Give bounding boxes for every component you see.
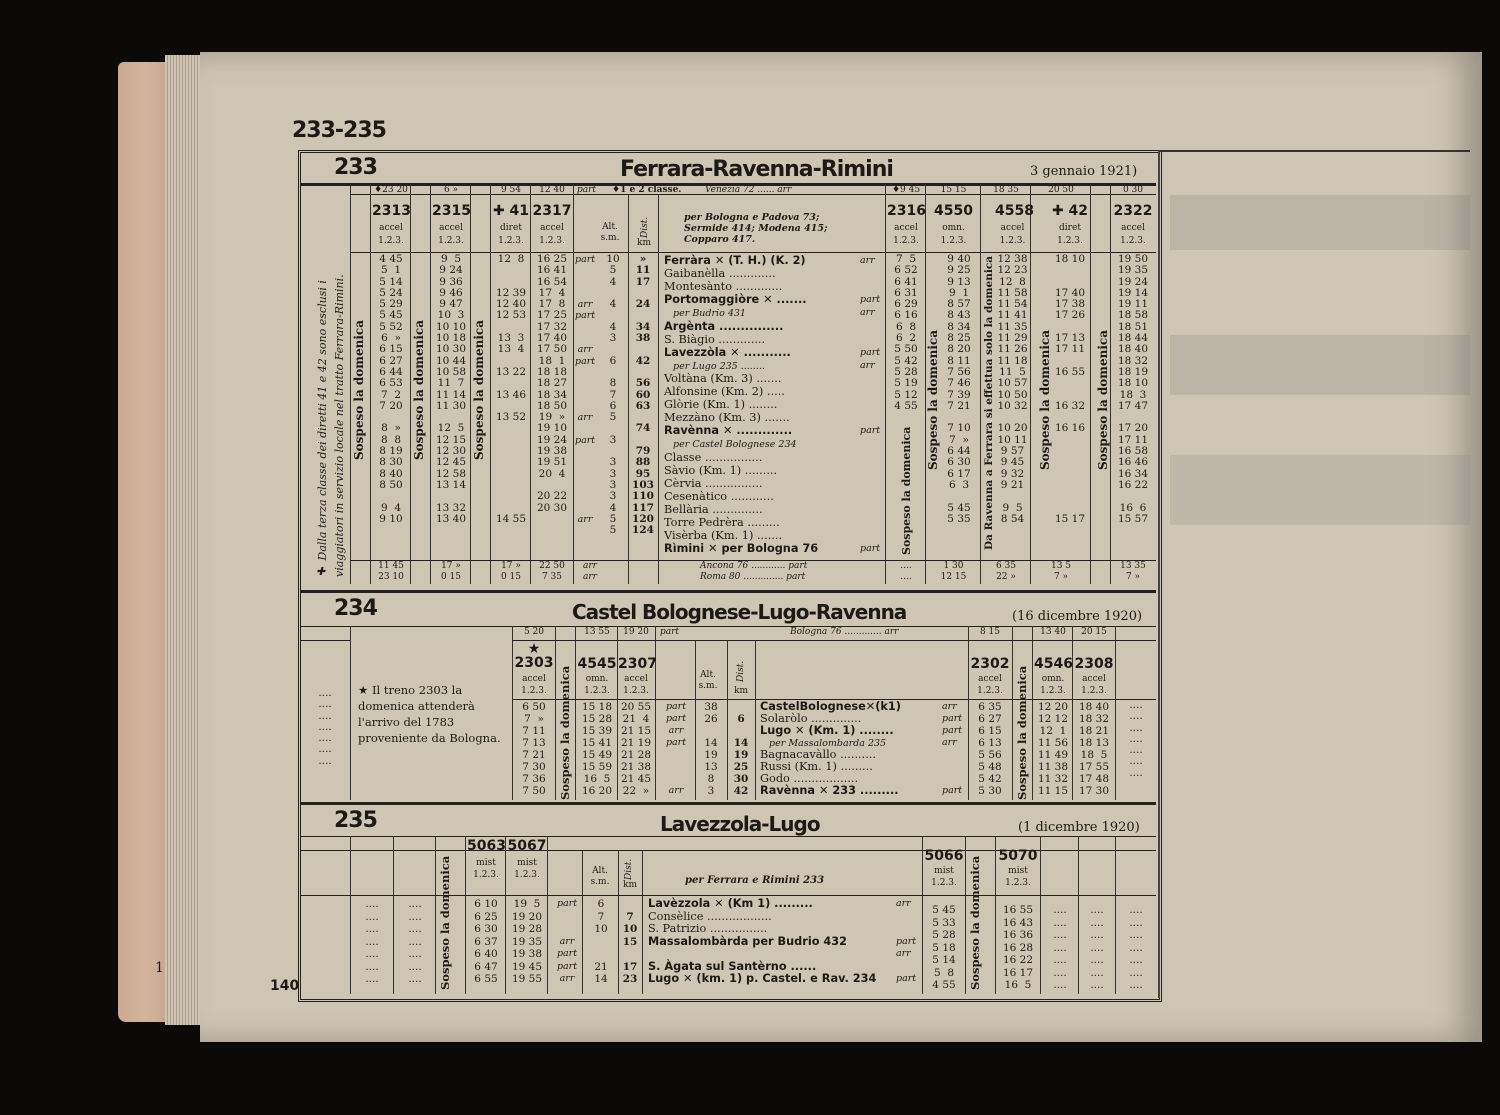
t235-station-name: Lavèzzola ✕ (Km 1) ......... bbox=[648, 897, 813, 910]
t234-train-2307: 2307 bbox=[618, 656, 657, 672]
t233-station-row bbox=[664, 346, 791, 359]
t233-foot-ancona: Ancona 76 ............ part bbox=[700, 561, 808, 571]
t234-train-4546: 4546 bbox=[1034, 656, 1073, 672]
t235-dots-5: .... .... .... .... .... .... .... bbox=[1129, 904, 1143, 991]
t233-station-name: Lavezzòla ✕ ........... bbox=[664, 345, 791, 359]
t235-title: Lavezzola-Lugo bbox=[660, 812, 820, 836]
t235-alt-label: Alt. s.m. bbox=[590, 866, 610, 888]
t235-kind-2: mist bbox=[517, 858, 537, 868]
t234-station-name: Russi (Km. 1) ......... bbox=[760, 760, 873, 773]
t233-station-name: Portomaggiòre ✕ ....... bbox=[664, 293, 807, 307]
t233-times-2317: 16 25 16 41 16 54 17 4 17 8 17 25 17 32 17 40 17 50 18 1 18 18 18 27 18 34 18 50 19 » 19 10 19 24 19 38 19 51 20 4 20 22 20 30 bbox=[536, 253, 568, 514]
t233r-bottom2-5: 7 » bbox=[1125, 572, 1141, 582]
t233r-sospeso-3: Sospeso la domenica bbox=[1038, 330, 1052, 470]
t233-kind-4: accel bbox=[540, 223, 564, 233]
t235-station-row bbox=[648, 936, 847, 949]
t233-bottom1-2: 17 » bbox=[441, 561, 461, 571]
blank-right-column bbox=[1158, 150, 1470, 998]
t235-train-5070: 5070 bbox=[998, 848, 1038, 864]
t233r-bottom1-5: 13 35 bbox=[1120, 561, 1146, 571]
t233-station-name: Argènta ............... bbox=[664, 319, 784, 333]
t233-station-name: Classe ................ bbox=[664, 450, 763, 464]
t233-station-row bbox=[664, 411, 790, 424]
t234r-kind-3: accel bbox=[1082, 674, 1106, 684]
t233-station-name: Rìmini ✕ per Bologna 76 bbox=[664, 542, 819, 556]
t234-sospeso-right: Sospeso la domenica bbox=[1015, 665, 1029, 800]
t233r-class-3: 1.2.3. bbox=[999, 236, 1026, 246]
t233-train-41: ✚ 41 bbox=[492, 203, 530, 219]
t233-station-row bbox=[664, 464, 777, 477]
t235-train-5063: 5063 bbox=[467, 838, 506, 854]
t235-class-2: 1.2.3. bbox=[514, 870, 540, 880]
t235-class-1: 1.2.3. bbox=[473, 870, 499, 880]
t233-arr-dep-label: arr bbox=[860, 359, 875, 371]
t233-title: Ferrara-Ravenna-Rimini bbox=[620, 157, 893, 182]
t233-top-3: 9 54 bbox=[500, 185, 522, 195]
t234-station-name: Solaròlo .............. bbox=[760, 712, 862, 725]
t234-times-2303: 6 50 7 » 7 11 7 13 7 21 7 30 7 36 7 50 bbox=[522, 701, 546, 797]
t233-station-row bbox=[664, 477, 763, 490]
t233-station-name: Montesànto ............. bbox=[664, 280, 783, 294]
t234-dots-right: .... .... .... .... .... .... .... bbox=[1129, 699, 1143, 779]
t233-train-4550: 4550 bbox=[934, 203, 973, 219]
t233-kind-3: diret bbox=[500, 223, 522, 233]
t233-dist-label: Dist. bbox=[640, 216, 650, 238]
t235-km-label: km bbox=[623, 880, 637, 890]
t234-station-name: CastelBolognese✕(k1) bbox=[760, 700, 901, 713]
t233-station-row bbox=[664, 503, 763, 516]
t233-head-venezia: Venezia 72 ...... arr bbox=[705, 185, 792, 195]
t233r-kind-1: accel bbox=[894, 223, 918, 233]
t233-foot-arr: arr arr bbox=[583, 561, 597, 583]
t235-times-5066: 5 45 5 33 5 28 5 18 5 14 5 8 4 55 bbox=[932, 904, 956, 991]
t235-dist-label: Dist. bbox=[624, 858, 634, 880]
t234r-kind-1: accel bbox=[978, 674, 1002, 684]
t233r-bottom2-2: 12 15 bbox=[940, 572, 967, 582]
t234-train-2303: ★ 2303 bbox=[514, 641, 554, 671]
t234-class-3: 1.2.3. bbox=[623, 686, 649, 696]
t233-sospeso-3: Sospeso la domenica bbox=[472, 320, 486, 460]
t234r-class-2: 1.2.3. bbox=[1040, 686, 1066, 696]
t235-arr-dep-label: part bbox=[896, 935, 917, 947]
t233-arr-dep-label: part bbox=[860, 425, 881, 437]
t234r-top-2: 13 40 bbox=[1040, 627, 1066, 637]
t233-arr-dep-label: part bbox=[860, 346, 881, 358]
t233-times-42: 18 10 17 40 17 38 17 26 17 13 17 11 16 55 16 32 16 16 15 17 bbox=[1054, 253, 1086, 525]
t233-station-row bbox=[664, 542, 818, 555]
t234-arr-dep-label: arr bbox=[942, 701, 957, 712]
t233r-bottom1-4: 13 5 bbox=[1050, 561, 1072, 571]
t234-times-4546: 12 20 12 12 12 1 11 56 11 49 11 38 11 32 11 15 bbox=[1037, 701, 1069, 797]
t234-station-row bbox=[760, 785, 899, 797]
t234-class-2: 1.2.3. bbox=[584, 686, 610, 696]
t233-station-name: Glòrie (Km. 1) ........ bbox=[664, 398, 778, 412]
t233-top-2: 6 » bbox=[443, 185, 459, 195]
t234-title: Castel Bolognese-Lugo-Ravenna bbox=[572, 600, 907, 624]
t233-station-name: Alfonsine (Km. 2) ..... bbox=[664, 385, 785, 398]
t234-kind-1: accel bbox=[522, 674, 546, 684]
t233r-sospeso-2: Sospeso la domenica bbox=[926, 330, 940, 470]
t234-station-name: Ravènna ✕ 233 ......... bbox=[760, 784, 899, 797]
t233-station-name: Cesenàtico ............ bbox=[664, 489, 774, 503]
t233-station-name: S. Biàgio ............. bbox=[664, 332, 766, 346]
t235-kind-1: mist bbox=[476, 858, 496, 868]
t233-foot-roma: Roma 80 .............. part bbox=[700, 572, 806, 582]
t233-arr-dep-label: arr bbox=[860, 307, 875, 319]
t233-side-note-2: viaggiatori in servizio locale nel tratto Ferrara-Rimini. bbox=[333, 274, 346, 577]
t233r-top-5: 0 30 bbox=[1122, 185, 1144, 195]
t235-station-name: Massalombàrda per Budrio 432 bbox=[648, 934, 847, 948]
t233-times-2315: 9 5 9 24 9 36 9 46 9 47 10 3 10 10 10 18 10 30 10 44 10 58 11 7 11 14 11 30 12 5 12 15 12 30 12 45 12 58 13 14 13 32 13 40 bbox=[435, 253, 467, 525]
t234-km-label: km bbox=[734, 686, 748, 696]
t235r-kind-2: mist bbox=[1008, 866, 1028, 876]
t233r-top-3: 18 35 bbox=[993, 185, 1019, 195]
t233-station-name: Visèrba (Km. 1) ....... bbox=[664, 529, 783, 543]
t234-times-4545: 15 18 15 28 15 39 15 41 15 49 15 59 16 5 16 20 bbox=[581, 701, 613, 797]
t233-times-4550: 9 40 9 25 9 13 9 1 8 57 8 43 8 34 8 25 8 20 8 11 7 56 7 46 7 39 7 21 7 10 7 » 6 44 6 30 6 17 6 3 5 45 5 35 bbox=[947, 253, 971, 525]
t233-station-row bbox=[664, 385, 785, 398]
t233-arr-dep-label: part bbox=[860, 294, 881, 306]
t233-top-1: ♦23 20 bbox=[374, 185, 408, 195]
t233-station-row bbox=[664, 320, 783, 333]
t233r-top-1: ♦9 45 bbox=[891, 185, 921, 195]
t233-station-row bbox=[664, 333, 765, 346]
t233r-kind-5: accel bbox=[1121, 223, 1145, 233]
t233-times-41: 12 8 12 39 12 40 12 53 13 3 13 4 13 22 13 46 13 52 14 55 bbox=[495, 253, 527, 525]
t234-head-part: part bbox=[660, 627, 680, 637]
t234-top-1: 5 20 bbox=[523, 627, 545, 637]
t234-arr-dep-label: part bbox=[942, 713, 963, 724]
t233-station-row bbox=[664, 359, 765, 373]
t233-train-42: ✚ 42 bbox=[1051, 203, 1089, 219]
t234-altitudes: 38 26 14 19 13 8 3 bbox=[704, 701, 718, 797]
t233r-kind-2: omn. bbox=[942, 223, 965, 233]
t234-class-1: 1.2.3. bbox=[521, 686, 547, 696]
t234r-class-3: 1.2.3. bbox=[1081, 686, 1107, 696]
t234-train-2308: 2308 bbox=[1074, 656, 1114, 672]
t235r-kind-1: mist bbox=[934, 866, 954, 876]
t233-station-name: Cèrvia ................ bbox=[664, 476, 763, 490]
t233-station-name: Bellària .............. bbox=[664, 502, 763, 516]
t235-dots-3: .... .... .... .... .... .... .... bbox=[1053, 904, 1067, 991]
t233-station-row bbox=[664, 529, 782, 542]
t233-altitudes: 10 5 4 4 4 3 6 8 7 6 5 3 3 3 3 3 4 5 5 bbox=[606, 253, 620, 537]
t234-times-2307: 20 55 21 4 21 15 21 19 21 28 21 38 21 45 22 » bbox=[620, 701, 652, 797]
t233r-bottom1-2: 1 30 bbox=[943, 561, 964, 571]
t234-dist-label: Dist. bbox=[736, 660, 746, 682]
t235-times-5070: 16 55 16 43 16 36 16 28 16 22 16 17 16 5 bbox=[1002, 904, 1034, 991]
t233-station-name: per Budrio 431 bbox=[664, 308, 746, 320]
t233-class-4: 1.2.3. bbox=[539, 236, 565, 246]
t235-dots-4: .... .... .... .... .... .... .... bbox=[1090, 904, 1104, 991]
t235-station-row bbox=[648, 973, 876, 986]
t233-station-row bbox=[664, 306, 746, 320]
t234-times-2308: 18 40 18 32 18 21 18 13 18 5 17 55 17 48 17 30 bbox=[1078, 701, 1110, 797]
t234-train-4545: 4545 bbox=[577, 656, 617, 672]
t233r-class-5: 1.2.3. bbox=[1120, 236, 1146, 246]
t233-station-name: per Castel Bolognese 234 bbox=[664, 439, 797, 451]
t234-dots-left: .... .... .... .... .... .... .... bbox=[318, 687, 332, 767]
t233r-kind-3: accel bbox=[1000, 223, 1025, 233]
t233-train-2322: 2322 bbox=[1113, 203, 1153, 219]
t233-station-name: Voltàna (Km. 3) ....... bbox=[664, 371, 782, 385]
t234-kind-3: accel bbox=[624, 674, 648, 684]
t234-sospeso-left: Sospeso la domenica bbox=[558, 665, 572, 800]
t233-times-2313: 4 45 5 1 5 14 5 24 5 29 5 45 5 52 6 » 6 15 6 27 6 44 6 53 7 2 7 20 8 » 8 8 8 19 8 30 8 40 8 50 9 4 9 10 bbox=[379, 253, 403, 525]
t233-bottom1-4: 22 50 bbox=[539, 561, 565, 571]
t233-head-class: ♦1 e 2 classe. bbox=[612, 185, 682, 195]
t233-station-row bbox=[664, 437, 797, 451]
t233r-class-2: 1.2.3. bbox=[940, 236, 967, 246]
t233-station-name: Torre Pedrèra ......... bbox=[664, 516, 780, 529]
t233-ravenna-note: Da Ravenna a Ferrara si effettua solo la domenica bbox=[983, 255, 995, 550]
t233-bottom1-1: 11 45 bbox=[378, 561, 404, 571]
t233r-bottom2-1: .... bbox=[900, 572, 912, 582]
t233-train-2317: 2317 bbox=[532, 203, 572, 219]
t233-km: » 11 17 24 34 38 42 56 60 63 74 79 88 95 103 110 117 120 124 bbox=[632, 253, 654, 537]
t233-times-2316: 7 5 6 52 6 41 6 31 6 29 6 16 6 8 6 2 5 50 5 42 5 28 5 19 5 12 4 55 bbox=[894, 253, 918, 412]
t233-bottom2-3: 0 15 bbox=[500, 572, 522, 582]
t233-class-1: 1.2.3. bbox=[378, 236, 404, 246]
t235-train-5066: 5066 bbox=[924, 848, 964, 864]
t234-number: 234 bbox=[334, 596, 377, 621]
t233-station-name: per Lugo 235 ........ bbox=[664, 360, 765, 372]
t233r-bottom2-4: 7 » bbox=[1053, 572, 1069, 582]
t233-station-name: Gaibanèlla ............. bbox=[664, 267, 776, 281]
t233-sospeso-2: Sospeso la domenica bbox=[412, 320, 426, 460]
t234-km: 6 14 19 25 30 42 bbox=[733, 713, 749, 797]
t234r-kind-2: omn. bbox=[1041, 674, 1065, 684]
t234-station-name: Lugo ✕ (Km. 1) ........ bbox=[760, 724, 894, 737]
t235-number: 235 bbox=[334, 808, 377, 833]
t233r-top-2: 15 15 bbox=[940, 185, 967, 195]
t233-bottom2-4: 7 35 bbox=[541, 572, 563, 582]
t233-km-label: km bbox=[637, 238, 651, 248]
t233-station-row bbox=[664, 372, 781, 385]
t235-date: (1 dicembre 1920) bbox=[1018, 820, 1140, 835]
t233-kind-2: accel bbox=[439, 223, 463, 233]
t235-station-name: S. Àgata sul Santèrno ...... bbox=[648, 959, 817, 973]
t233r-top-4: 20 50 bbox=[1048, 185, 1074, 195]
t234-kind-2: omn. bbox=[585, 674, 609, 684]
t233-bottom1-3: 17 » bbox=[501, 561, 521, 571]
t234r-top-3: 20 15 bbox=[1081, 627, 1107, 637]
t234-station-name: Godo .................. bbox=[760, 772, 859, 785]
t235-arr-dep-label: part bbox=[896, 973, 917, 984]
t235-train-5067: 5067 bbox=[507, 838, 547, 854]
t235-station-name: S. Patrizio ................ bbox=[648, 922, 768, 935]
t234-note: ★ Il treno 2303 la domenica attenderà l'arrivo del 1783 proveniente da Bologna. bbox=[358, 683, 501, 745]
t233-alt-label: Alt. s.m. bbox=[600, 222, 620, 244]
t233-class-3: 1.2.3. bbox=[498, 236, 524, 246]
t233r-sospeso-1: Sospeso la domenica bbox=[900, 426, 913, 555]
t233r-sospeso-4: Sospeso la domenica bbox=[1096, 330, 1110, 470]
t233r-bottom1-3: 6 35 bbox=[995, 561, 1017, 571]
t235-altitudes: 6 7 10 21 14 bbox=[594, 898, 608, 985]
t235-station-name: Lugo ✕ (km. 1) p. Castel. e Rav. 234 bbox=[648, 972, 877, 985]
t234r-top-1: 8 15 bbox=[979, 627, 1001, 637]
t234-station-name: Bagnacavàllo .......... bbox=[760, 748, 876, 761]
t233-station-row bbox=[664, 254, 806, 267]
t233-station-name: Ravènna ✕ ............. bbox=[664, 424, 793, 438]
t234-times-2302: 6 35 6 27 6 15 6 13 5 56 5 48 5 42 5 30 bbox=[978, 701, 1002, 797]
t233-station-name: Sàvio (Km. 1) ......... bbox=[664, 463, 778, 477]
t234-train-2302: 2302 bbox=[970, 656, 1010, 672]
t233-bottom2-2: 0 15 bbox=[440, 572, 462, 582]
t234-alt-label: Alt. s.m. bbox=[698, 670, 718, 692]
t233-train-2316: 2316 bbox=[887, 203, 926, 219]
t235-km: 7 10 15 17 23 bbox=[622, 910, 638, 985]
t233-arrdep-left: part arr part arr part arr part arr bbox=[575, 254, 596, 525]
t235-times-5067: 19 5 19 20 19 28 19 35 19 38 19 45 19 55 bbox=[511, 898, 543, 985]
t233r-kind-4: diret bbox=[1059, 223, 1081, 233]
t233-station-row bbox=[664, 293, 807, 306]
t234-date: (16 dicembre 1920) bbox=[1012, 609, 1143, 624]
t233r-class-1: 1.2.3. bbox=[893, 236, 919, 246]
t235-station-name: Consèlice .................. bbox=[648, 909, 772, 923]
t233r-class-4: 1.2.3. bbox=[1057, 236, 1083, 246]
t235-arr-dep-label: arr bbox=[896, 898, 911, 909]
page-header: 233-235 bbox=[292, 118, 386, 143]
t234-station-row bbox=[760, 725, 894, 737]
t233-arr-dep-label: part bbox=[860, 543, 881, 555]
t235-times-5063: 6 10 6 25 6 30 6 37 6 40 6 47 6 55 bbox=[474, 898, 498, 985]
t234-top-3: 19 20 bbox=[623, 627, 649, 637]
t233-station-row bbox=[664, 398, 777, 411]
t233-sospeso-1: Sospeso la domenica bbox=[352, 320, 366, 460]
t235-arrdep-left: part arr part part arr bbox=[556, 898, 578, 984]
t234-arr-dep-label: part bbox=[942, 785, 963, 796]
t235-sospeso-left: Sospeso la domenica bbox=[438, 855, 452, 990]
t233-kind-1: accel bbox=[379, 223, 403, 233]
t234r-class-1: 1.2.3. bbox=[977, 686, 1003, 696]
t234-station-name: per Massalombarda 235 bbox=[760, 738, 887, 749]
t233-side-note-1: ✚ Dalla terza classe dei diretti 41 e 42 sono esclusi i bbox=[316, 280, 329, 577]
t233-class-2: 1.2.3. bbox=[438, 236, 464, 246]
t234-arr-dep-label: arr bbox=[942, 737, 957, 748]
t235-arr-dep-label: arr bbox=[896, 948, 911, 959]
t233-station-row bbox=[664, 516, 780, 529]
t233-station-name: Mezzàno (Km. 3) ....... bbox=[664, 411, 790, 425]
t233-arr-dep-label: arr bbox=[860, 255, 875, 266]
t233-connections: per Bologna e Padova 73; Sermide 414; Modena 415; Copparo 417. bbox=[684, 212, 828, 245]
t233-train-4558: 4558 bbox=[995, 203, 1034, 219]
t233-number: 233 bbox=[334, 155, 377, 180]
t233-station-row bbox=[664, 451, 762, 464]
t233-station-name: Ferràra ✕ (T. H.) (K. 2) bbox=[664, 254, 806, 267]
t233-station-row bbox=[664, 424, 792, 437]
margin-mark: 1 bbox=[155, 960, 164, 976]
t233r-bottom1-1: .... bbox=[900, 561, 912, 571]
t233-top-4: 12 40 bbox=[539, 185, 565, 195]
t235r-class-2: 1.2.3. bbox=[1005, 878, 1031, 888]
t234-top-2: 13 55 bbox=[584, 627, 610, 637]
t233-train-2315: 2315 bbox=[432, 203, 471, 219]
t234-head-bologna: Bologna 76 ............. arr bbox=[790, 627, 899, 637]
t233-head-part: part bbox=[577, 185, 597, 195]
t235r-class-1: 1.2.3. bbox=[931, 878, 957, 888]
t233r-bottom2-3: 22 » bbox=[996, 572, 1016, 582]
t234-arr-dep-label: part bbox=[942, 725, 963, 736]
t233-station-row bbox=[664, 280, 782, 293]
page-number: 140 bbox=[270, 978, 300, 994]
t233-train-2313: 2313 bbox=[372, 203, 411, 219]
t233-times-4558: 12 38 12 23 12 8 11 58 11 54 11 41 11 35 11 29 11 26 11 18 11 5 10 57 10 50 10 32 10 20 10 11 9 57 9 45 9 32 9 21 9 5 8 54 bbox=[997, 253, 1028, 525]
t235-header: per Ferrara e Rimini 233 bbox=[685, 875, 825, 886]
t235-dots-1: .... .... .... .... .... .... .... bbox=[365, 898, 379, 985]
t233-station-row bbox=[664, 490, 774, 503]
t233-times-2322: 19 50 19 35 19 24 19 14 19 11 18 58 18 51 18 44 18 40 18 32 18 19 18 10 18 3 17 47 17 20 17 11 16 58 16 46 16 34 16 22 16 6 15 57 bbox=[1117, 253, 1149, 525]
t234-arrdep-left: part part arr part arr bbox=[665, 701, 687, 796]
t233-station-row bbox=[664, 267, 776, 280]
t235-sospeso-right: Sospeso la domenica bbox=[968, 855, 982, 990]
t233-bottom2-1: 23 10 bbox=[378, 572, 404, 582]
t235-dots-2: .... .... .... .... .... .... .... bbox=[408, 898, 422, 985]
t233-date: 3 gennaio 1921) bbox=[1030, 164, 1138, 179]
